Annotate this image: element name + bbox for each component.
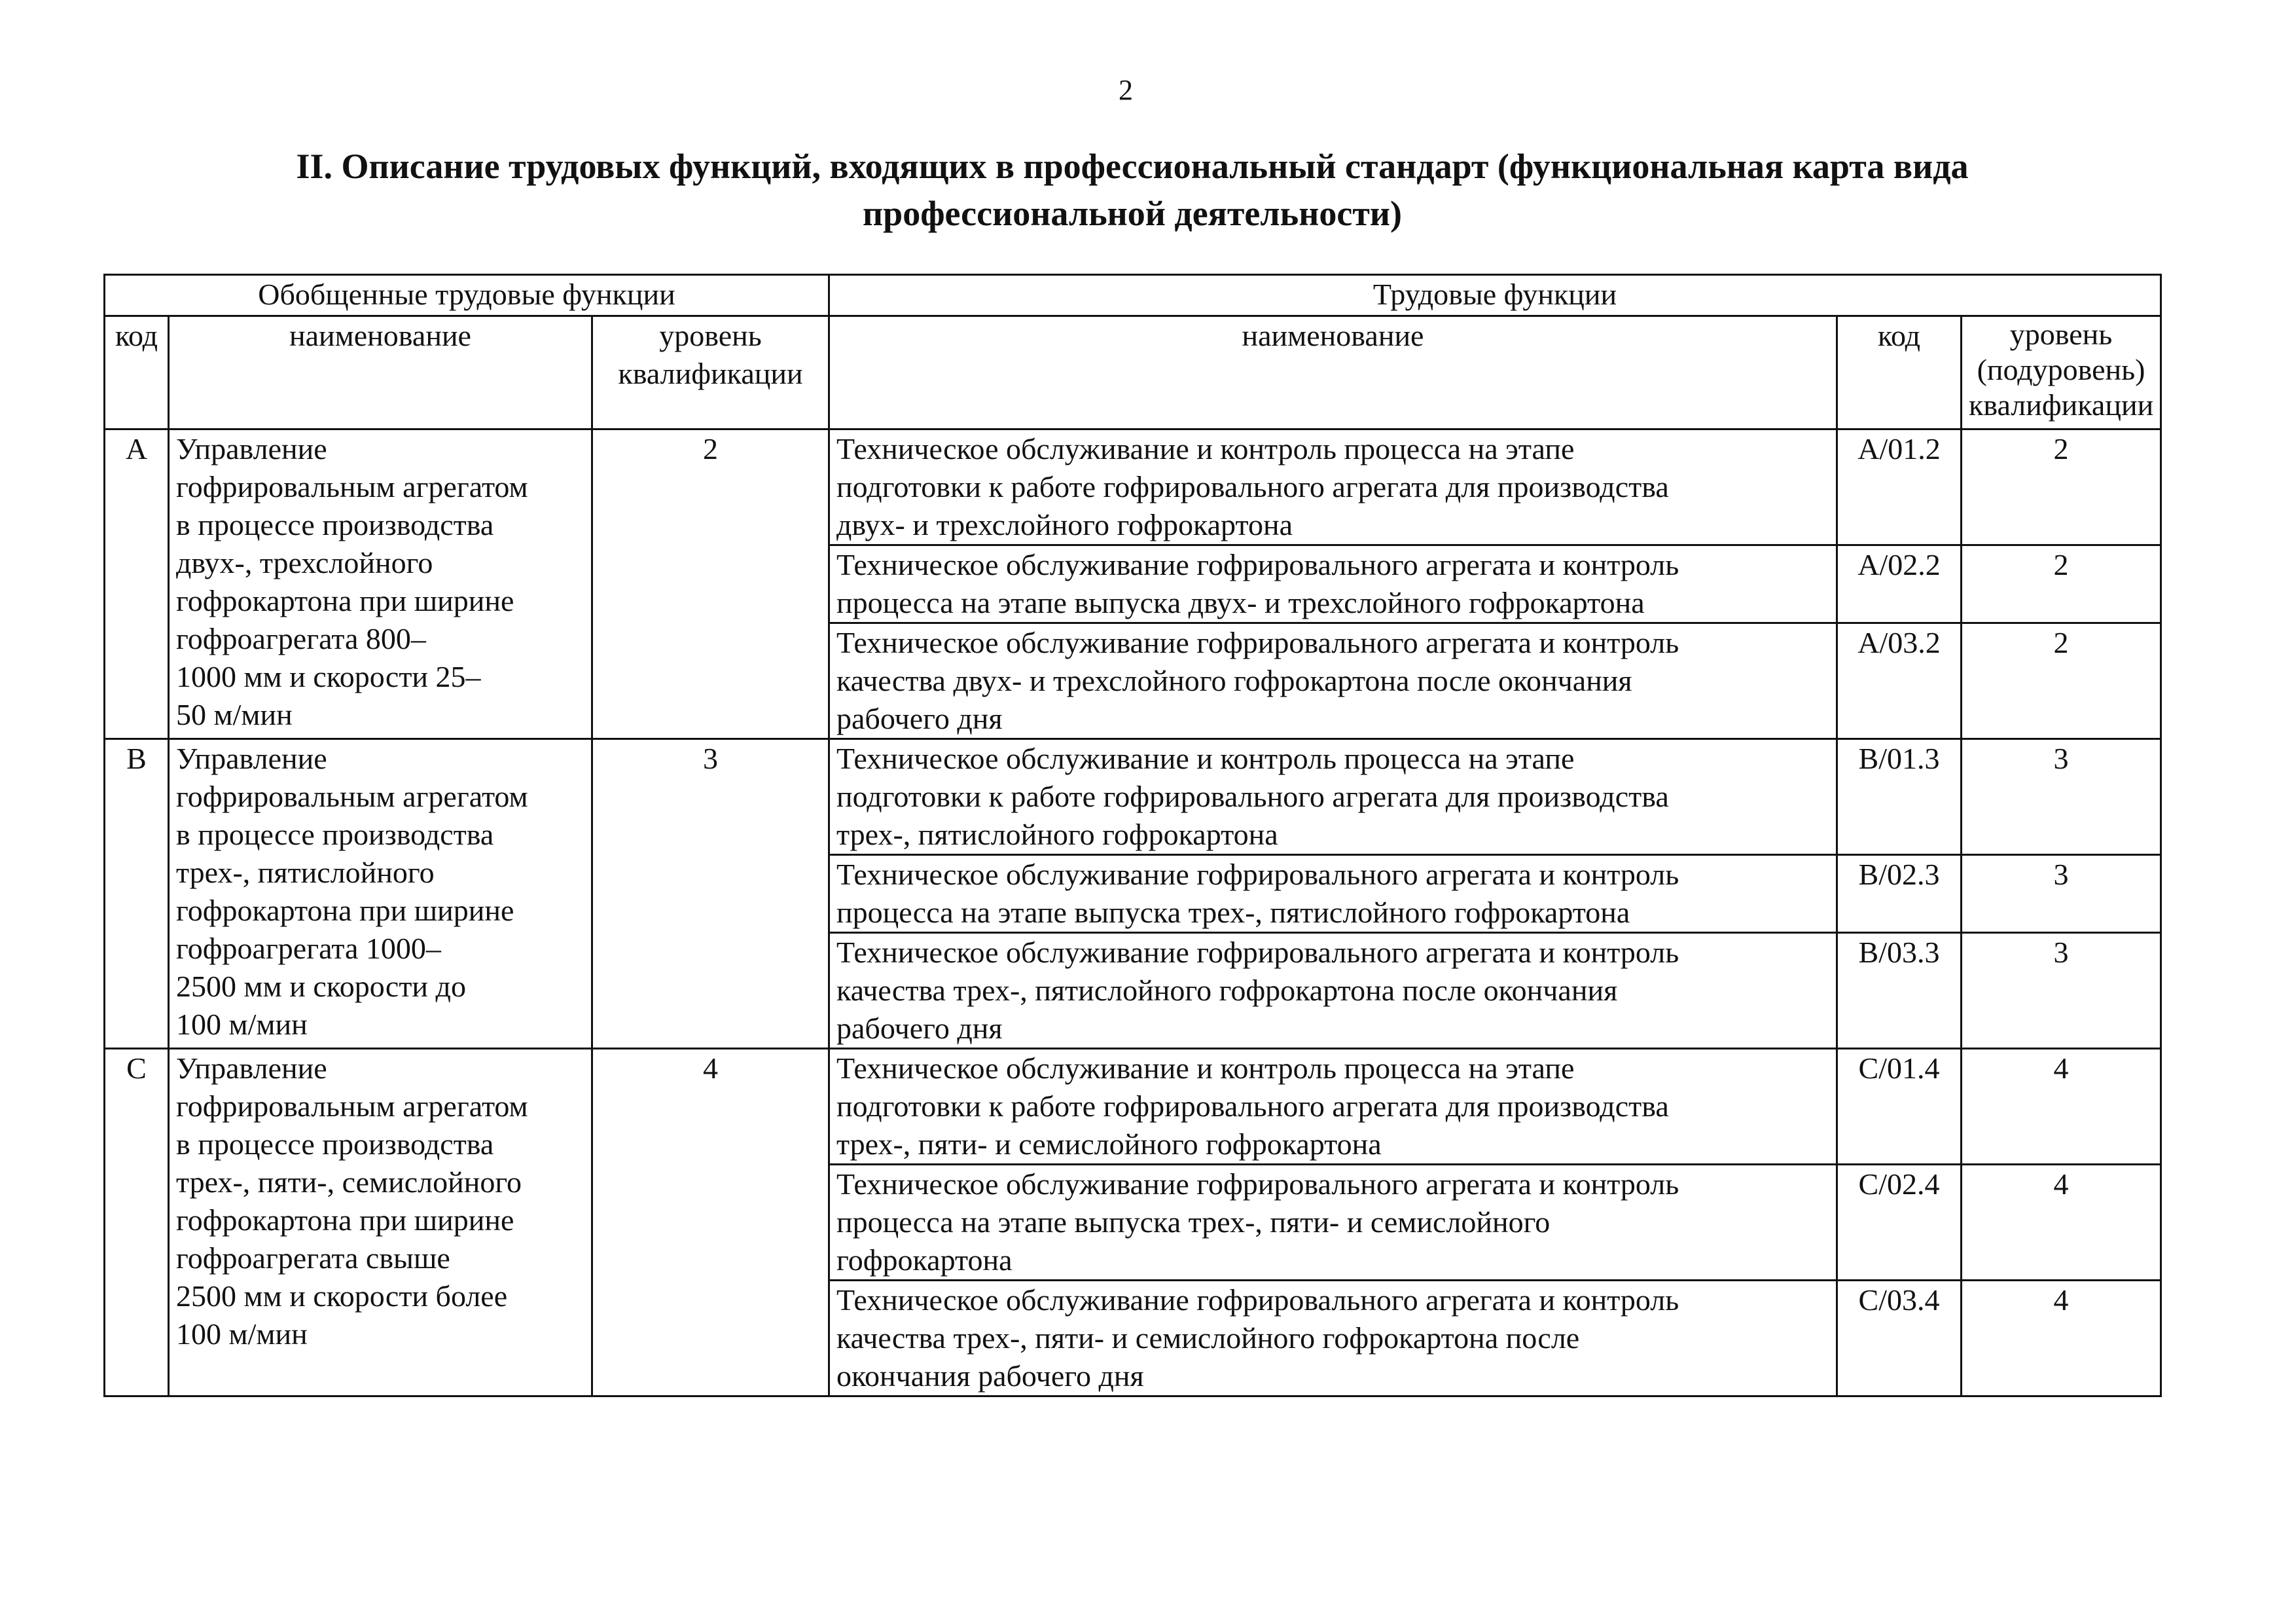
tf-name-cell	[829, 933, 1837, 1049]
table-row	[105, 739, 2161, 855]
tf-level-cell: 2	[1962, 545, 2161, 623]
gtf-name-line: гофроагрегата 1000–	[176, 932, 441, 965]
tf-name-cell	[829, 1165, 1837, 1281]
gtf-name-line: гофрировальным агрегатом	[176, 1089, 528, 1123]
column-header-row	[105, 316, 2161, 429]
tf-name-line: окончания рабочего дня	[836, 1359, 1144, 1393]
gtf-name-line: Управление	[176, 1051, 327, 1085]
tf-name-cell	[829, 1049, 1837, 1165]
tf-name-line: подготовки к работе гофрировального агрегата для производства	[836, 780, 1669, 813]
table-row	[105, 429, 2161, 545]
tf-name-line: трех-, пятислойного гофрокартона	[836, 818, 1278, 851]
gtf-name-line: гофроагрегата 800–	[176, 622, 426, 655]
gtf-name-line: двух-, трехслойного	[176, 546, 433, 579]
tf-level-cell: 4	[1962, 1049, 2161, 1165]
gtf-code-cell: B	[105, 739, 169, 1049]
gtf-name-line: 2500 мм и скорости до	[176, 970, 466, 1003]
tf-level-cell: 4	[1962, 1281, 2161, 1396]
gtf-name-cell	[169, 739, 592, 1049]
tf-name-cell	[829, 623, 1837, 739]
tf-name-line: двух- и трехслойного гофрокартона	[836, 508, 1293, 541]
column-header-gtf-name: наименование	[169, 316, 592, 429]
gtf-name-line: трех-, пяти-, семислойного	[176, 1165, 522, 1199]
gtf-name-line: гофрокартона при ширине	[176, 1203, 514, 1237]
tf-level-cell: 3	[1962, 739, 2161, 855]
gtf-level-cell: 4	[592, 1049, 829, 1396]
tf-name-line: качества трех-, пяти- и семислойного гофрокартона после	[836, 1321, 1580, 1355]
tf-name-line: процесса на этапе выпуска трех-, пяти- и семислойного	[836, 1205, 1551, 1239]
gtf-name-line: в процессе производства	[176, 508, 494, 541]
tf-name-line: процесса на этапе выпуска трех-, пятислойного гофрокартона	[836, 896, 1630, 929]
tf-name-line: подготовки к работе гофрировального агрегата для производства	[836, 1089, 1669, 1123]
gtf-name-line: в процессе производства	[176, 1127, 494, 1161]
header-generalized-functions: Обобщенные трудовые функции	[105, 275, 829, 316]
tf-level-cell: 2	[1962, 623, 2161, 739]
tf-name-line: рабочего дня	[836, 702, 1003, 735]
tf-name-cell	[829, 855, 1837, 933]
functional-map-body	[105, 429, 2161, 1396]
tf-code-cell: C/01.4	[1837, 1049, 1962, 1165]
gtf-name-cell	[169, 1049, 592, 1396]
column-header-tf-level-line: квалификации	[1969, 388, 2154, 422]
table-row	[105, 1049, 2161, 1165]
gtf-level-cell: 2	[592, 429, 829, 739]
page-number: 2	[1119, 74, 1133, 106]
tf-level-cell: 4	[1962, 1165, 2161, 1281]
header-labor-functions: Трудовые функции	[829, 275, 2161, 316]
gtf-name-line: 100 м/мин	[176, 1008, 308, 1041]
tf-code-cell: C/03.4	[1837, 1281, 1962, 1396]
section-title-line: профессиональной деятельности)	[863, 194, 1402, 233]
column-header-tf-name: наименование	[829, 316, 1837, 429]
tf-code-cell: A/02.2	[1837, 545, 1962, 623]
tf-name-line: качества двух- и трехслойного гофрокартона после окончания	[836, 664, 1632, 697]
column-header-gtf-code: код	[105, 316, 169, 429]
tf-name-line: процесса на этапе выпуска двух- и трехслойного гофрокартона	[836, 586, 1645, 619]
gtf-name-line: трех-, пятислойного	[176, 856, 435, 889]
gtf-name-line: 2500 мм и скорости более	[176, 1279, 508, 1313]
section-title	[196, 143, 2068, 237]
tf-name-cell	[829, 545, 1837, 623]
group-header-row	[105, 275, 2161, 316]
tf-name-line: Техническое обслуживание гофрировального агрегата и контроль	[836, 548, 1679, 581]
gtf-name-line: 100 м/мин	[176, 1317, 308, 1351]
tf-name-line: гофрокартона	[836, 1243, 1013, 1277]
tf-code-cell: B/01.3	[1837, 739, 1962, 855]
tf-name-cell	[829, 1281, 1837, 1396]
tf-name-line: Техническое обслуживание гофрировального агрегата и контроль	[836, 858, 1679, 891]
tf-code-cell: A/03.2	[1837, 623, 1962, 739]
gtf-name-line: гофрировальным агрегатом	[176, 470, 528, 503]
tf-code-cell: B/03.3	[1837, 933, 1962, 1049]
tf-name-line: Техническое обслуживание и контроль процесса на этапе	[836, 742, 1575, 775]
tf-code-cell: A/01.2	[1837, 429, 1962, 545]
gtf-name-line: гофроагрегата свыше	[176, 1241, 450, 1275]
column-header-tf-code: код	[1837, 316, 1962, 429]
gtf-name-line: Управление	[176, 742, 327, 775]
gtf-name-line: гофрокартона при ширине	[176, 584, 514, 617]
column-header-tf-level-line: уровень	[2009, 318, 2113, 351]
gtf-code-cell: A	[105, 429, 169, 739]
column-header-tf-level-line: (подуровень)	[1977, 353, 2145, 386]
gtf-name-line: Управление	[176, 432, 327, 465]
gtf-name-line: 50 м/мин	[176, 698, 293, 731]
gtf-name-line: гофрокартона при ширине	[176, 894, 514, 927]
tf-name-line: рабочего дня	[836, 1012, 1003, 1045]
functional-map-table	[103, 274, 2162, 1397]
tf-code-cell: B/02.3	[1837, 855, 1962, 933]
tf-name-line: Техническое обслуживание и контроль процесса на этапе	[836, 432, 1575, 465]
column-header-gtf-level: уровень квалификации	[592, 316, 829, 429]
tf-name-cell	[829, 429, 1837, 545]
column-header-tf-level	[1962, 316, 2161, 429]
gtf-level-cell: 3	[592, 739, 829, 1049]
tf-name-line: подготовки к работе гофрировального агрегата для производства	[836, 470, 1669, 503]
tf-name-line: Техническое обслуживание гофрировального агрегата и контроль	[836, 1167, 1679, 1201]
tf-level-cell: 2	[1962, 429, 2161, 545]
gtf-name-line: в процессе производства	[176, 818, 494, 851]
tf-name-line: Техническое обслуживание гофрировального агрегата и контроль	[836, 626, 1679, 659]
tf-level-cell: 3	[1962, 933, 2161, 1049]
tf-name-line: Техническое обслуживание гофрировального агрегата и контроль	[836, 936, 1679, 969]
tf-code-cell: C/02.4	[1837, 1165, 1962, 1281]
tf-name-line: Техническое обслуживание гофрировального агрегата и контроль	[836, 1283, 1679, 1317]
tf-name-line: качества трех-, пятислойного гофрокартона после окончания	[836, 974, 1618, 1007]
gtf-name-cell	[169, 429, 592, 739]
section-title-line: II. Описание трудовых функций, входящих в профессиональный стандарт (функциональная карта вида	[296, 147, 1969, 186]
tf-name-line: трех-, пяти- и семислойного гофрокартона	[836, 1127, 1382, 1161]
gtf-code-cell: C	[105, 1049, 169, 1396]
tf-level-cell: 3	[1962, 855, 2161, 933]
tf-name-line: Техническое обслуживание и контроль процесса на этапе	[836, 1051, 1575, 1085]
gtf-name-line: 1000 мм и скорости 25–	[176, 660, 481, 693]
gtf-name-line: гофрировальным агрегатом	[176, 780, 528, 813]
tf-name-cell	[829, 739, 1837, 855]
